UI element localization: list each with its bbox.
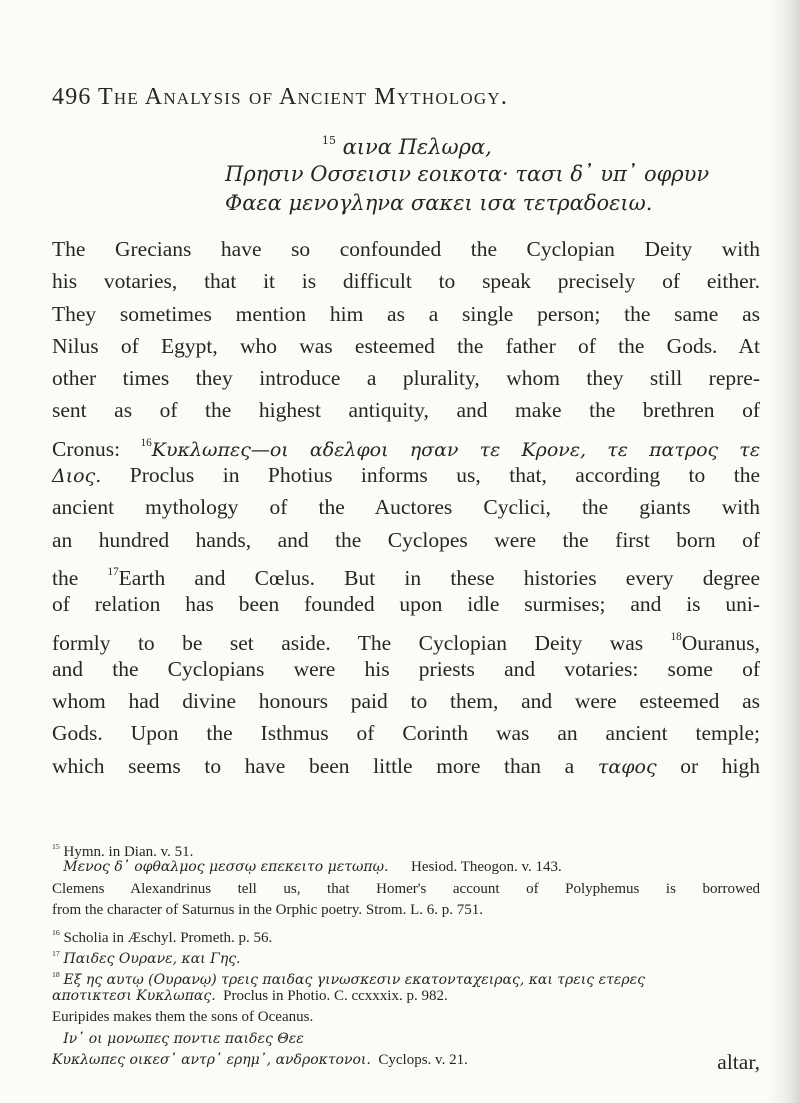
line-text: the <box>52 566 79 591</box>
footnote-17 <box>52 943 760 967</box>
footnote-ref-18: 18 <box>670 630 682 643</box>
footnote-ref-16: 16 <box>140 436 152 449</box>
verse-line-2: Πρησιν Οσσεισιν εοικοτα· τασι δ᾽ υπ᾽ οφρυν <box>225 162 710 186</box>
paragraph-line <box>52 427 760 459</box>
footnote-mark: 15 <box>52 842 60 851</box>
paragraph-line: other times they introduce a plurality, whom they still repre- <box>52 366 760 391</box>
greek-word: ταφος <box>597 755 657 778</box>
greek-quote: Ιν᾽ οι μονωπες ποντιε παιδες Θεε <box>63 1030 304 1047</box>
line-text: Proclus in Photius informs us, that, according to the <box>129 463 760 488</box>
paragraph-line <box>52 459 760 491</box>
running-head: The Analysis of Ancient Mythology. <box>98 84 509 110</box>
greek-quote: Κυκλωπες—οι αδελφοι ησαν τε Κρονε, τε πατρος τε <box>151 438 761 461</box>
main-paragraph <box>52 233 760 782</box>
paragraph-line: sent as of the highest antiquity, and make the brethren of <box>52 398 760 423</box>
footnote-mark: 16 <box>52 927 60 937</box>
paragraph-line <box>52 621 760 653</box>
footnote-text: Scholia in Æschyl. Prometh. p. 56. <box>63 929 273 946</box>
footnote-15-quote <box>52 857 760 878</box>
line-text: Ouranus, <box>681 630 760 655</box>
greek-quote: Διος. <box>52 465 102 488</box>
footnote-ref-15: 15 <box>322 134 336 147</box>
line-text: or high <box>680 753 761 778</box>
paragraph-line: of relation has been founded upon idle surmises; and is uni- <box>52 592 760 617</box>
footnote-15-cont: from the character of Saturnus in the Orphic poetry. Strom. L. 6. p. 751. <box>52 902 484 919</box>
footnote-15-cont: Clemens Alexandrinus tell us, that Homer's account of Polyphemus is borrowed <box>52 880 760 897</box>
footnote-ref-17: 17 <box>107 565 119 578</box>
greek-quote: Μενος δ᾽ οφθαλμος μεσσῳ επεκειτο μετωπῳ. <box>63 859 389 876</box>
line-text: which seems to have been little more than a <box>52 753 575 778</box>
footnote-text: Hesiod. Theogon. v. 143. <box>410 859 562 876</box>
line-text: Cronus: <box>52 436 121 461</box>
paragraph-line: They sometimes mention him as a single person; the same as <box>52 301 760 326</box>
footnote-text: Proclus in Photio. C. ccxxxix. p. 982. <box>223 987 448 1004</box>
page-edge-shadow <box>768 0 800 1103</box>
paragraph-line: Gods. Upon the Isthmus of Corinth was an ancient temple; <box>52 721 760 746</box>
greek-quote: Εξ ης αυτῳ (Ουρανῳ) τρεις παιδας γινωσκεσιν εκατονταχειρας, και τρεις ετερες <box>63 972 645 989</box>
footnote-18 <box>52 964 760 989</box>
footnote-18-cont <box>52 986 760 1007</box>
footnote-15 <box>52 836 760 861</box>
footnotes <box>52 836 760 1071</box>
footnote-18-verse <box>52 1029 760 1050</box>
paragraph-line: his votaries, that it is difficult to speak precisely of either. <box>52 269 760 294</box>
footnote-18-cont: Euripides makes them the sons of Oceanus. <box>52 1009 314 1026</box>
footnote-mark: 18 <box>52 970 60 980</box>
footnote-mark: 17 <box>52 948 60 958</box>
paragraph-line <box>52 750 760 782</box>
footnote-18-verse <box>52 1050 760 1071</box>
paragraph-line: an hundred hands, and the Cyclopes were the first born of <box>52 527 760 552</box>
greek-quote: Παιδες Ουρανε, και Γης. <box>63 950 241 967</box>
verse-text-1: αινα Πελωρα, <box>342 134 492 159</box>
paragraph-line: whom had divine honours paid to them, and were esteemed as <box>52 689 760 714</box>
footnote-text: Cyclops. v. 21. <box>378 1051 468 1068</box>
line-text: Earth and Cœlus. But in these histories every degree <box>118 566 760 591</box>
footnote-text: Hymn. in Dian. v. 51. <box>63 844 194 861</box>
catchword: altar, <box>717 1050 760 1074</box>
page-number: 496 <box>52 84 92 110</box>
paragraph-line: The Grecians have so confounded the Cyclopian Deity with <box>52 237 760 261</box>
footnote-16 <box>52 922 760 946</box>
page-header <box>52 84 752 124</box>
greek-quote: αποτικτεσι Κυκλωπας. <box>52 987 216 1004</box>
paragraph-line: ancient mythology of the Auctores Cyclici, the giants with <box>52 495 760 520</box>
paragraph-line <box>52 556 760 591</box>
verse-line-1 <box>322 134 492 159</box>
paragraph-line: Nilus of Egypt, who was esteemed the father of the Gods. At <box>52 333 760 358</box>
paragraph-line: and the Cyclopians were his priests and votaries: some of <box>52 656 760 681</box>
line-text: formly to be set aside. The Cyclopian Deity was <box>52 630 644 655</box>
verse-line-3: Φαεα μενογληνα σακει ισα τετραδοειω. <box>225 191 653 215</box>
greek-quote: Κυκλωπες οικεσ᾽ αντρ᾽ ερημ᾽, ανδροκτονοι. <box>52 1051 371 1068</box>
